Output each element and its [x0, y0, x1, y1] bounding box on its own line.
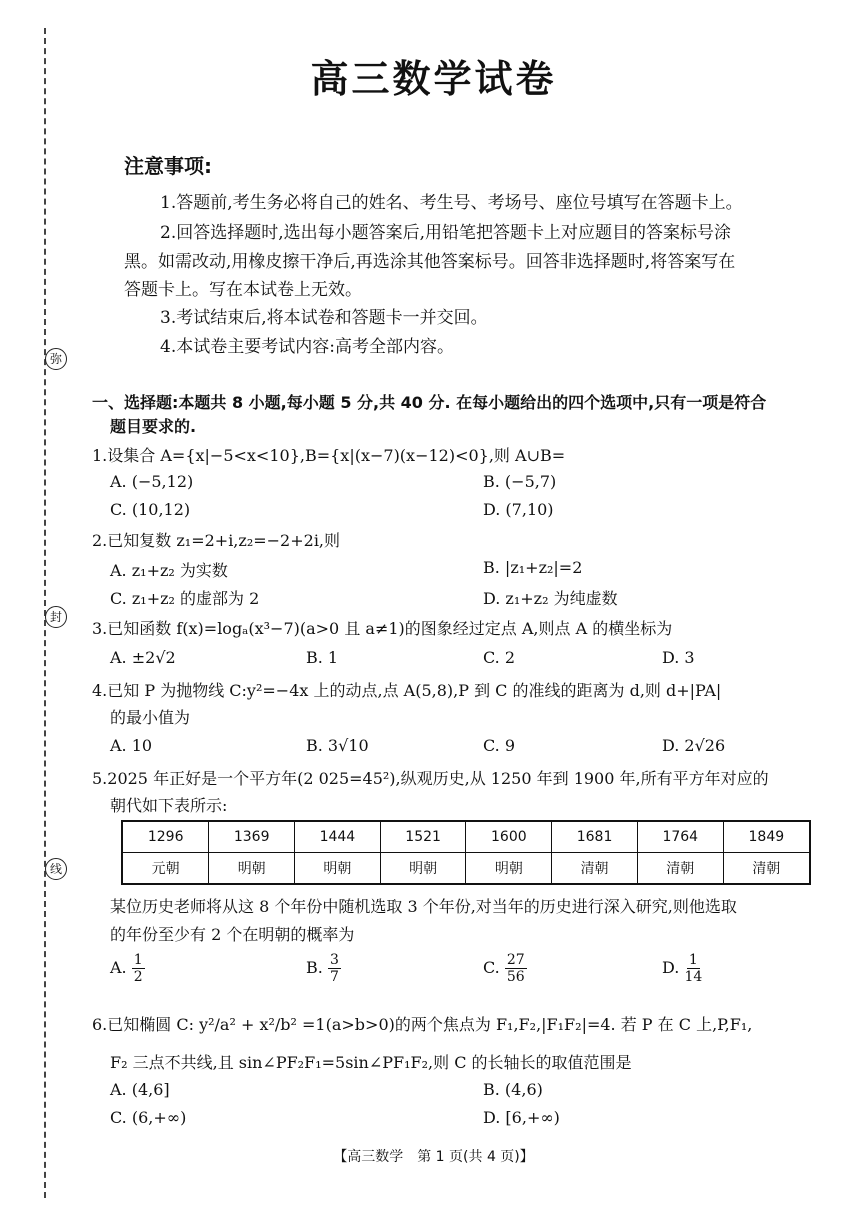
page-title: 高三数学试卷: [310, 57, 557, 101]
table-cell: 清朝: [552, 853, 638, 885]
denominator: 7: [329, 969, 339, 985]
q5-stem-4: 的年份至少有 2 个在明朝的概率为: [110, 925, 355, 944]
q5-option-b: [306, 952, 341, 985]
q5-stem-cont: 朝代如下表所示:: [110, 796, 228, 815]
table-cell: 1600: [466, 821, 552, 853]
notice-line-2: 2.回答选择题时,选出每小题答案后,用铅笔把答题卡上对应题目的答案标号涂: [160, 223, 732, 243]
q3-option-d: D. 3: [662, 648, 695, 667]
section-heading: 一、选择题:本题共 8 小题,每小题 5 分,共 40 分. 在每小题给出的四个选项中,只有一项是符合: [92, 393, 767, 412]
q6-option-a: A. (4,6]: [110, 1080, 170, 1099]
q2-option-a: A. z₁+z₂ 为实数: [110, 561, 228, 580]
q6-option-c: C. (6,+∞): [110, 1108, 187, 1127]
q2-option-c: C. z₁+z₂ 的虚部为 2: [110, 589, 260, 608]
q1-stem: 1.设集合 A={x|−5<x<10},B={x|(x−7)(x−12)<0},则 A∪B=: [92, 446, 566, 465]
q6-stem-cont: F₂ 三点不共线,且 sin∠PF₂F₁=5sin∠PF₁F₂,则 C 的长轴长的取值范围是: [110, 1053, 632, 1072]
seal-xian: 线: [45, 858, 67, 880]
table-cell: 1296: [122, 821, 209, 853]
numerator: 3: [329, 952, 339, 968]
option-label: B.: [306, 958, 323, 977]
denominator: 2: [133, 969, 143, 985]
q4-stem-cont: 的最小值为: [110, 708, 191, 727]
q3-option-a: A. ±2√2: [110, 648, 176, 667]
q1-option-d: D. (7,10): [483, 500, 554, 519]
q4-option-a: A. 10: [110, 736, 153, 755]
section-heading-cont: 题目要求的.: [110, 417, 197, 436]
table-cell: 清朝: [637, 853, 723, 885]
notice-line-4: 答题卡上。写在本试卷上无效。: [124, 280, 362, 300]
q6-option-b: B. (4,6): [483, 1080, 543, 1099]
notice-heading: 注意事项:: [124, 154, 212, 178]
table-cell: 明朝: [466, 853, 552, 885]
table-cell: 明朝: [209, 853, 295, 885]
table-cell: 1849: [723, 821, 810, 853]
fraction: [505, 952, 527, 985]
seal-feng: 封: [45, 606, 67, 628]
table-cell: 1444: [295, 821, 381, 853]
option-label: C.: [483, 958, 500, 977]
table-row: [122, 853, 810, 885]
q5-option-c: [483, 952, 527, 985]
numerator: 1: [688, 952, 698, 968]
q5-stem: 5.2025 年正好是一个平方年(2 025=45²),纵观历史,从 1250 年到 1900 年,所有平方年对应的: [92, 769, 769, 788]
q4-option-d: D. 2√26: [662, 736, 726, 755]
q5-option-a: [110, 952, 145, 985]
table-cell: 明朝: [380, 853, 466, 885]
table-cell: 1681: [552, 821, 638, 853]
numerator: 27: [506, 952, 525, 968]
table-row: [122, 821, 810, 853]
q2-option-b: B. |z₁+z₂|=2: [483, 558, 583, 577]
option-label: D.: [662, 958, 680, 977]
notice-line-6: 4.本试卷主要考试内容:高考全部内容。: [160, 337, 454, 357]
notice-line-1: 1.答题前,考生务必将自己的姓名、考生号、考场号、座位号填写在答题卡上。: [160, 193, 743, 213]
fraction: [684, 952, 702, 985]
table-cell: 清朝: [723, 853, 810, 885]
q5-option-d: [662, 952, 702, 985]
q6-option-d: D. [6,+∞): [483, 1108, 560, 1127]
year-dynasty-table: [121, 820, 811, 885]
page-footer: 【高三数学 第 1 页(共 4 页)】: [333, 1149, 534, 1165]
table-cell: 1521: [380, 821, 466, 853]
q3-option-c: C. 2: [483, 648, 516, 667]
table-cell: 1764: [637, 821, 723, 853]
q3-stem: 3.已知函数 f(x)=logₐ(x³−7)(a>0 且 a≠1)的图象经过定点 A,则点 A 的横坐标为: [92, 619, 673, 638]
table-cell: 明朝: [295, 853, 381, 885]
denominator: 56: [506, 969, 525, 985]
q1-option-b: B. (−5,7): [483, 472, 557, 491]
q3-option-b: B. 1: [306, 648, 339, 667]
q2-option-d: D. z₁+z₂ 为纯虚数: [483, 589, 618, 608]
fraction: [328, 952, 341, 985]
q1-option-a: A. (−5,12): [110, 472, 194, 491]
q2-stem: 2.已知复数 z₁=2+i,z₂=−2+2i,则: [92, 531, 341, 550]
table-cell: 元朝: [122, 853, 209, 885]
fraction: [132, 952, 145, 985]
numerator: 1: [133, 952, 143, 968]
denominator: 14: [684, 969, 703, 985]
q4-option-b: B. 3√10: [306, 736, 369, 755]
table-cell: 1369: [209, 821, 295, 853]
option-label: A.: [110, 958, 127, 977]
q1-option-c: C. (10,12): [110, 500, 191, 519]
q4-stem: 4.已知 P 为抛物线 C:y²=−4x 上的动点,点 A(5,8),P 到 C 的准线的距离为 d,则 d+|PA|: [92, 681, 722, 700]
notice-line-3: 黑。如需改动,用橡皮擦干净后,再选涂其他答案标号。回答非选择题时,将答案写在: [124, 252, 736, 272]
notice-line-5: 3.考试结束后,将本试卷和答题卡一并交回。: [160, 308, 488, 328]
q4-option-c: C. 9: [483, 736, 516, 755]
seal-mi: 弥: [45, 348, 67, 370]
q5-stem-3: 某位历史老师将从这 8 个年份中随机选取 3 个年份,对当年的历史进行深入研究,则他选取: [110, 897, 737, 916]
q6-stem: 6.已知椭圆 C: y²/a² + x²/b² =1(a>b>0)的两个焦点为 F₁,F₂,|F₁F₂|=4. 若 P 在 C 上,P,F₁,: [92, 1015, 753, 1034]
